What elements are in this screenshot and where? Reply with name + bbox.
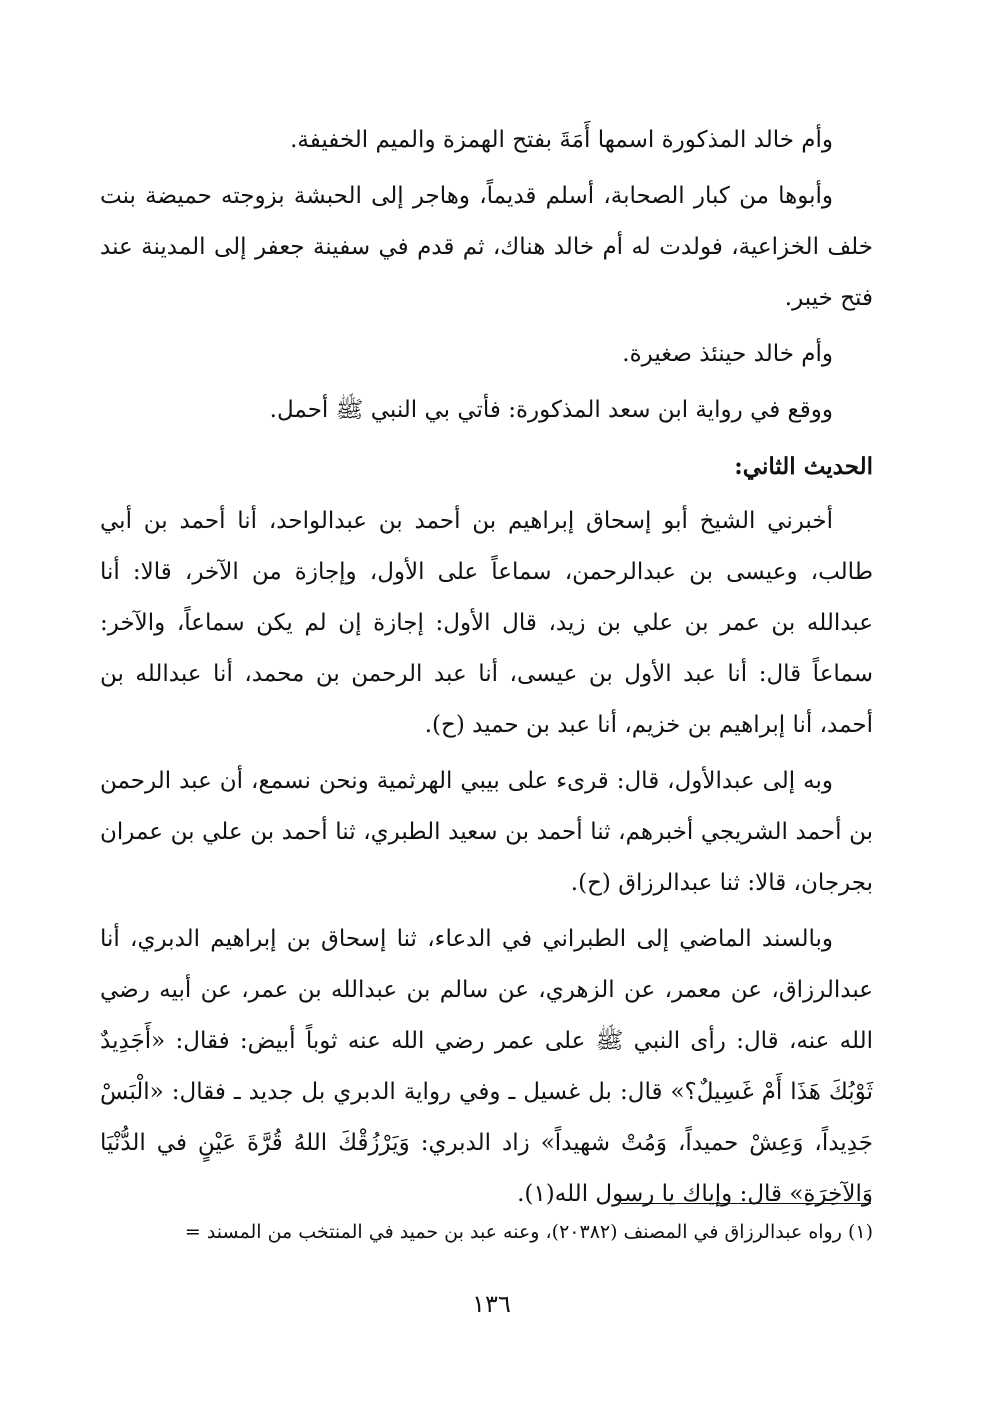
paragraph: ووقع في رواية ابن سعد المذكورة: فأتي بي النبي ﷺ أحمل. xyxy=(269,397,833,423)
main-text xyxy=(100,115,873,1225)
footnote-separator xyxy=(621,1203,871,1204)
paragraph: أخبرني الشيخ أبو إسحاق إبراهيم بن أحمد بن عبدالواحد، أنا أحمد بن أبي طالب، وعيسى بن عبدالرحمن، سماعاً على الأول، وإجازة من الآخر، قالا: أنا عبدالله بن عمر بن علي بن زيد، قال الأول: إجازة إن لم يكن سماعاً، والآخر: سماعاً قال: أنا عبد الأول بن عيسى، أنا عبد الرحمن بن محمد، أنا عبدالله بن أحمد، أنا إبراهيم بن خزيم، أنا عبد بن حميد (ح). xyxy=(100,508,873,738)
section-heading: الحديث الثاني: xyxy=(734,453,873,480)
page-number: ١٣٦ xyxy=(472,1290,511,1318)
paragraph: وأم خالد حينئذ صغيرة. xyxy=(622,341,833,367)
paragraph: وأبوها من كبار الصحابة، أسلم قديماً، وهاجر إلى الحبشة بزوجته حميضة بنت خلف الخزاعية، فولدت له أم خالد هناك، ثم قدم في سفينة جعفر إلى المدينة عند فتح خيبر. xyxy=(100,183,873,311)
paragraph: وبالسند الماضي إلى الطبراني في الدعاء، ثنا إسحاق بن إبراهيم الدبري، أنا عبدالرزاق، عن معمر، عن الزهري، عن سالم بن عبدالله بن عمر، عن أبيه رضي الله عنه، قال: رأى النبي ﷺ على عمر رضي الله عنه ثوباً أبيض: فقال: «أَجَدِيدٌ ثَوْبُكَ هَذَا أَمْ غَسِيلٌ؟» قال: بل غسيل ـ وفي رواية الدبري بل جديد ـ فقال: «الْبَسْ جَدِيداً، وَعِشْ حميداً، وَمُتْ شهيداً» زاد الدبري: وَيَرْزُقْكَ اللهُ قُرَّةَ عَيْنٍ في الدُّنْيَا وَالآخِرَةِ» قال: وإياك يا رسول الله(١). xyxy=(100,926,873,1207)
footnote: (١) رواه عبدالرزاق في المصنف (٢٠٣٨٢)، وعنه عبد بن حميد في المنتخب من المسند = xyxy=(184,1221,873,1243)
paragraph: وأم خالد المذكورة اسمها أَمَةَ بفتح الهمزة والميم الخفيفة. xyxy=(290,127,833,153)
paragraph: وبه إلى عبدالأول، قال: قرىء على بيبي الهرثمية ونحن نسمع، أن عبد الرحمن بن أحمد الشريجي أخبرهم، ثنا أحمد بن سعيد الطبري، ثنا أحمد بن علي بن عمران بجرجان، قالا: ثنا عبدالرزاق (ح). xyxy=(100,768,873,896)
